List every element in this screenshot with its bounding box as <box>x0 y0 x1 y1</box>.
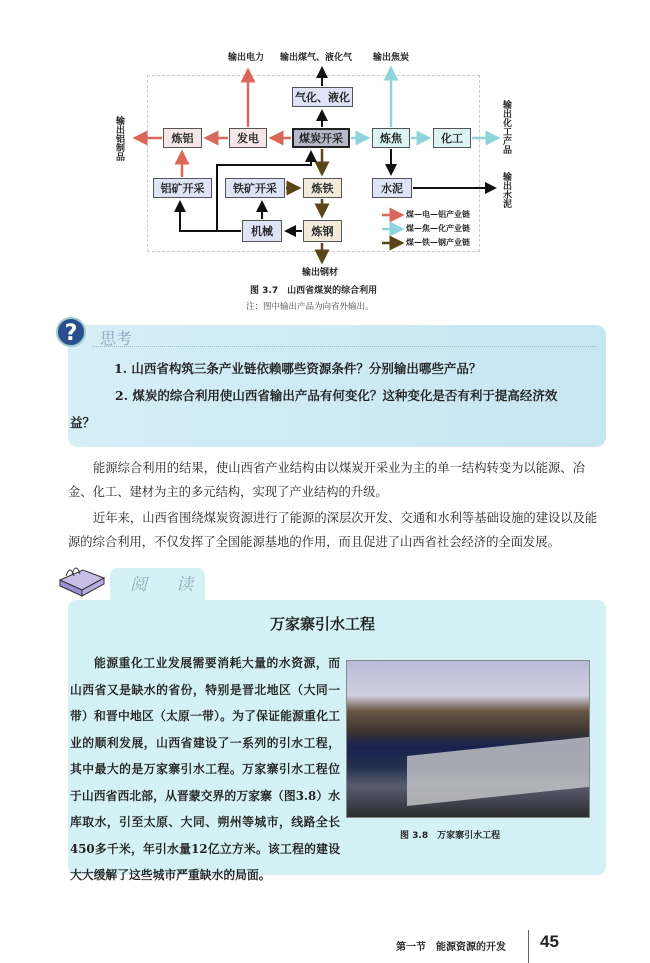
node-chemical: 化工 <box>433 128 471 148</box>
legend-item: 煤—电—铝产业链 <box>406 209 470 219</box>
node-steel: 炼钢 <box>303 220 342 242</box>
book-icon <box>58 560 108 600</box>
output-gas: 输出煤气、液化气 <box>280 53 353 63</box>
node-gasification: 气化、液化 <box>292 87 353 107</box>
node-cement: 水泥 <box>372 178 412 198</box>
node-bauxite-mining: 铝矿开采 <box>153 178 212 198</box>
figure-note: 注：图中输出产品为向省外输出。 <box>246 302 374 312</box>
node-machinery: 机械 <box>242 220 282 242</box>
output-chemical: 输出化工产品 <box>501 100 511 154</box>
node-iron-smelting: 炼铁 <box>303 178 342 198</box>
question-2: 2. 煤炭的综合利用使山西省输出产品有何变化？这种变化是否有利于提高经济效益？ <box>70 388 558 430</box>
question-icon: ? <box>56 317 86 347</box>
think-title: 思考 <box>100 329 133 348</box>
body-paragraph-2: 近年来，山西省围绕煤炭资源进行了能源的深层次开发、交通和水利等基础设施的建设以及能源的综合利用，不仅发挥了全国能源基地的作用，而且促进了山西省社会经济的全面发展。 <box>68 511 598 549</box>
dam-photo <box>346 660 590 818</box>
node-iron-mining: 铁矿开采 <box>225 178 285 198</box>
legend-item: 煤—焦—化产业链 <box>406 223 470 233</box>
divider <box>528 930 529 963</box>
node-coking: 炼焦 <box>372 128 410 148</box>
output-cement: 输出水泥 <box>501 172 511 208</box>
node-power: 发电 <box>229 128 267 148</box>
photo-caption: 图 3.8 万家寨引水工程 <box>400 831 501 841</box>
output-aluminum: 输出铝制品 <box>114 116 124 161</box>
output-steel: 输出钢材 <box>302 268 339 278</box>
legend-item: 煤—铁—钢产业链 <box>406 237 470 247</box>
footer-section: 第一节 能源资源的开发 <box>396 942 506 953</box>
output-power: 输出电力 <box>228 53 265 63</box>
output-coke: 输出焦炭 <box>373 53 410 63</box>
reading-title: 万家寨引水工程 <box>270 615 376 633</box>
page-number: 45 <box>540 932 559 951</box>
reading-text: 能源重化工业发展需要消耗大量的水资源，而山西省又是缺水的省份，特别是晋北地区（大同一带）和晋中地区（太原一带）。为了保证能源重化工业的顺利发展，山西省建设了一系列的引水工程，其中最大的是万家寨引水工程。万家寨引水工程位于山西省西北部，从晋蒙交界的万家寨（图3.8）水库取水，引至太原、大同、朔州等城市，线路全长450多千米，年引水量12亿立方米。该工程的建设大大缓解了这些城市严重缺水的局面。 <box>70 656 340 882</box>
divider <box>92 346 597 347</box>
reading-tab-label: 阅 读 <box>130 575 199 595</box>
figure-caption: 图 3.7 山西省煤炭的综合利用 <box>250 286 378 296</box>
body-paragraph-1: 能源综合利用的结果，使山西省产业结构由以煤炭开采业为主的单一结构转变为以能源、冶金、化工、建材为主的多元结构，实现了产业结构的升级。 <box>68 461 585 499</box>
question-1: 1. 山西省构筑三条产业链依赖哪些资源条件？分别输出哪些产品？ <box>114 361 482 376</box>
node-coal-mining: 煤炭开采 <box>292 128 350 148</box>
node-aluminum-smelting: 炼铝 <box>163 128 202 148</box>
